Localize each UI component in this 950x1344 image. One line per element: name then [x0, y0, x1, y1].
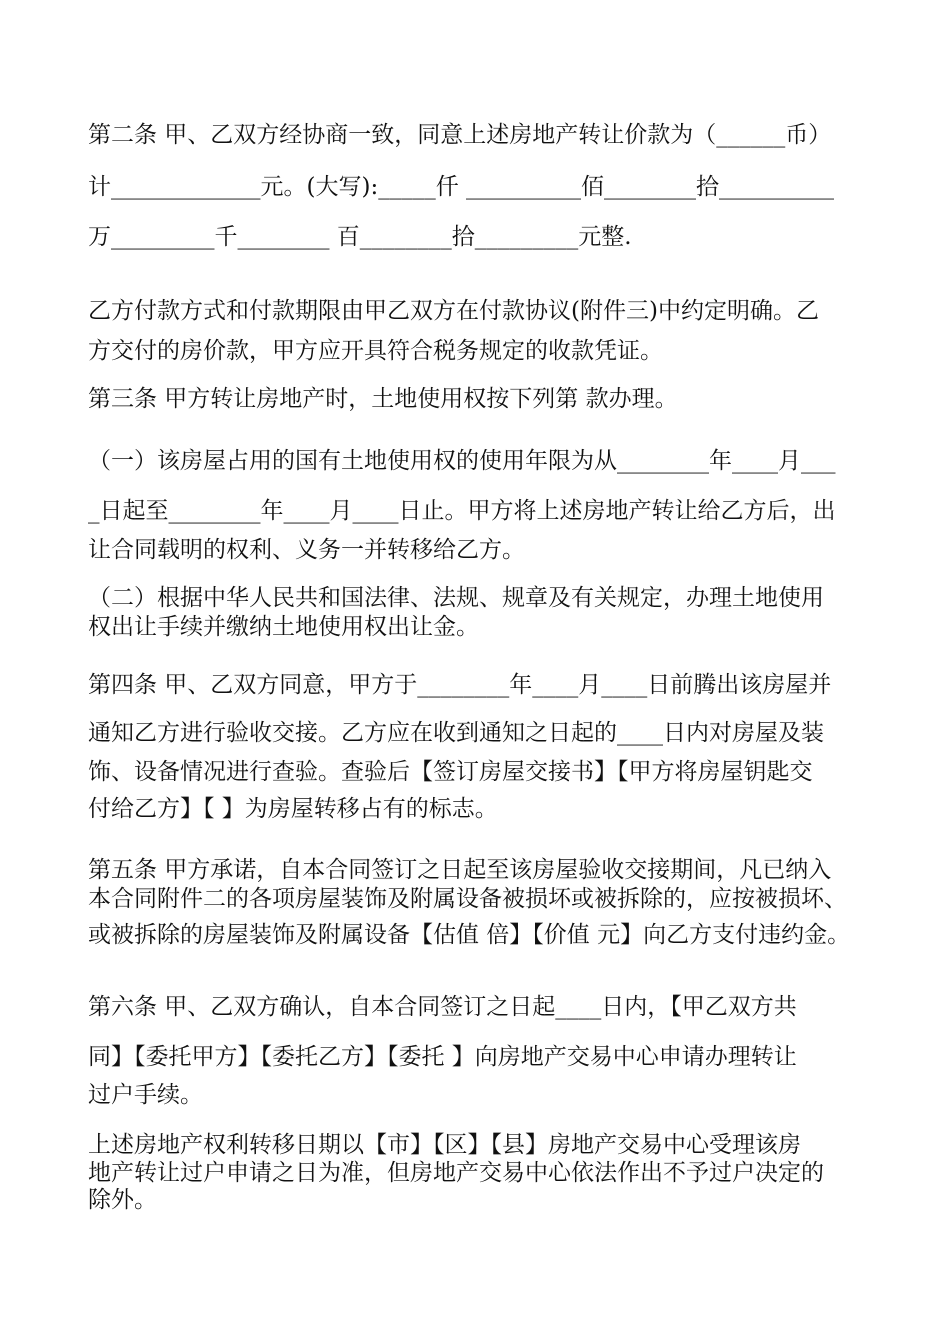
text-line: 第五条 甲方承诺，自本合同签订之日起至该房屋验收交接期间，凡已纳入 — [88, 857, 832, 883]
text-line: _日起至________年____月____日止。甲方将上述房地产转让给乙方后，出 — [88, 498, 836, 524]
text-line: （二）根据中华人民共和国法律、法规、规章及有关规定，办理土地使用 — [88, 585, 824, 611]
text-line: 权出让手续并缴纳土地使用权出让金。 — [88, 614, 479, 640]
text-line: 让合同载明的权利、义务一并转移给乙方。 — [88, 537, 525, 563]
text-line: 同】【委托甲方】【委托乙方】【委托 】向房地产交易中心申请办理转让 — [88, 1044, 797, 1070]
text-line: 过户手续。 — [88, 1082, 203, 1108]
text-line: 第四条 甲、乙双方同意，甲方于________年____月____日前腾出该房屋并 — [88, 672, 832, 698]
text-line: 除外。 — [88, 1187, 157, 1213]
text-line: 乙方付款方式和付款期限由甲乙双方在付款协议(附件三)中约定明确。乙 — [88, 298, 819, 324]
text-line: 方交付的房价款，甲方应开具符合税务规定的收款凭证。 — [88, 338, 663, 364]
text-line: 第三条 甲方转让房地产时，土地使用权按下列第 款办理。 — [88, 386, 678, 412]
text-line: 或被拆除的房屋装饰及附属设备【估值 倍】【价值 元】向乙方支付违约金。 — [88, 922, 851, 948]
text-line: 上述房地产权利转移日期以【市】【区】【县】房地产交易中心受理该房 — [88, 1132, 801, 1158]
text-line: 通知乙方进行验收交接。乙方应在收到通知之日起的____日内对房屋及装 — [88, 720, 824, 746]
text-line: （一）该房屋占用的国有土地使用权的使用年限为从________年____月___ — [88, 448, 836, 474]
text-line: 计_____________元。(大写):_____仟 __________佰________拾__________ — [88, 174, 835, 200]
text-line: 地产转让过户申请之日为准，但房地产交易中心依法作出不予过户决定的 — [88, 1160, 824, 1186]
text-line: 付给乙方】【 】为房屋转移占有的标志。 — [88, 796, 498, 822]
text-line: 第六条 甲、乙双方确认，自本合同签订之日起____日内，【甲乙双方共 — [88, 994, 797, 1020]
text-line: 万_________千________ 百________拾_________元整. — [88, 224, 632, 250]
text-line: 本合同附件二的各项房屋装饰及附属设备被损坏或被拆除的，应按被损坏、 — [88, 886, 847, 912]
text-line: 第二条 甲、乙双方经协商一致，同意上述房地产转让价款为（______币） — [88, 122, 832, 148]
text-line: 饰、设备情况进行查验。查验后【签订房屋交接书】【甲方将房屋钥匙交 — [88, 759, 813, 785]
